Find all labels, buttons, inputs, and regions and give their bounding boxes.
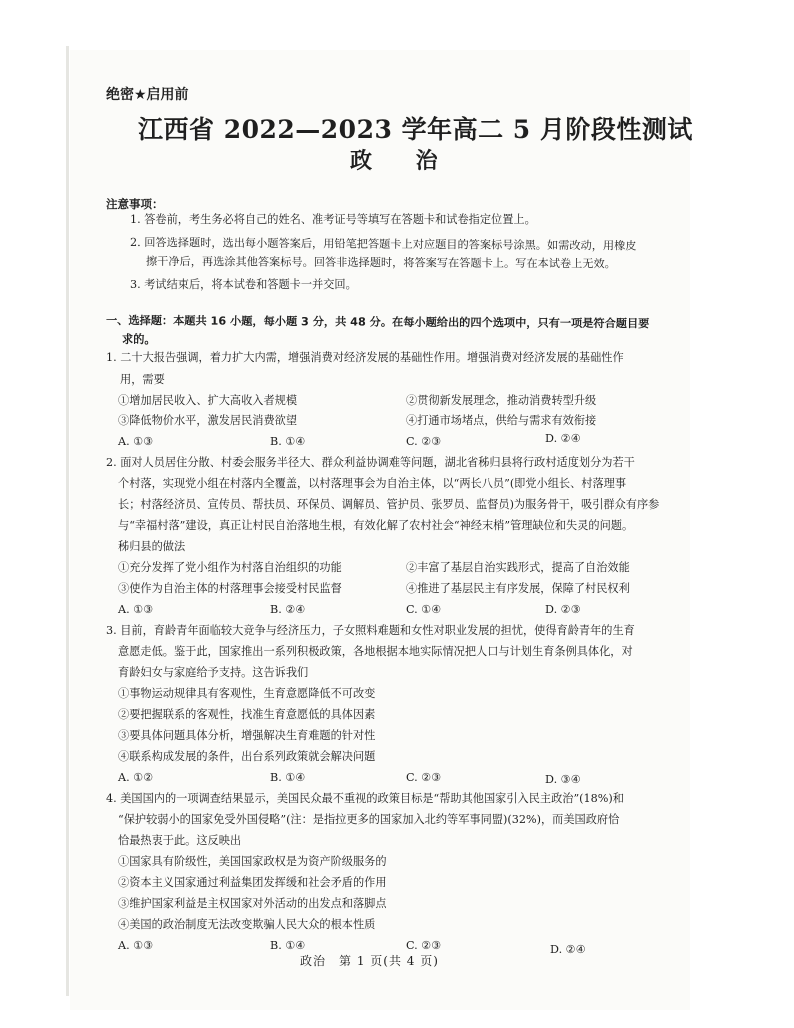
q1-stem-line: 1. 二十大报告强调，着力扩大内需，增强消费对经济发展的基础性作用。增强消费对经济发展的基础性作: [106, 351, 624, 364]
q4-stem-line: 恰最热衷于此。这反映出: [118, 834, 242, 847]
q3-choice: D. ③④: [545, 773, 581, 786]
q2-choice: A. ①③: [118, 603, 154, 616]
subject-title: 政 治: [350, 148, 456, 174]
q4-choice: C. ②③: [406, 939, 442, 952]
q2-option: ①充分发挥了党小组作为村落自治组织的功能: [118, 561, 342, 574]
q3-stem-line: 3. 目前，育龄青年面临较大竞争与经济压力，子女照料难题和女性对职业发展的担忧，使得育龄青年的生育: [106, 624, 635, 637]
q4-option: ②资本主义国家通过利益集团发挥缓和社会矛盾的作用: [118, 876, 387, 889]
q4-option: ④美国的政治制度无法改变欺骗人民大众的根本性质: [118, 918, 376, 931]
q3-stem-line: 意愿走低。鉴于此，国家推出一系列积极政策，各地根据本地实际情况把人口与计划生育条例具体化，对: [118, 645, 633, 658]
q1-choice: A. ①③: [118, 435, 154, 448]
q2-stem-line: 与“幸福村落”建设，真正让村民自治落地生根，有效化解了农村社会“神经末梢”管理缺位和失灵的问题。: [118, 519, 634, 532]
q1-choice: C. ②③: [406, 435, 442, 448]
q3-choice: A. ①②: [118, 771, 154, 784]
q3-stem-line: 育龄妇女与家庭给予支持。这告诉我们: [118, 666, 309, 679]
q4-stem-line: “保护较弱小的国家免受外国侵略”(注：是指拉更多的国家加入北约等军事同盟)(32%)，而美国政府恰: [118, 813, 620, 826]
exam-title: 江西省 2022—2023 学年高二 5 月阶段性测试: [138, 115, 693, 144]
q4-stem-line: 4. 美国国内的一项调查结果显示，美国民众最不重视的政策目标是“帮助其他国家引入民主政治”(18%)和: [106, 792, 624, 805]
q3-option: ①事物运动规律具有客观性，生育意愿降低不可改变: [118, 687, 376, 700]
q3-option: ④联系构成发展的条件，出台系列政策就会解决问题: [118, 750, 376, 763]
q4-option: ①国家具有阶级性，美国国家政权是为资产阶级服务的: [118, 855, 387, 868]
page-footer: 政治 第 1 页(共 4 页): [300, 954, 439, 968]
section-heading: 一、选择题：本题共 16 小题，每小题 3 分，共 48 分。在每小题给出的四个选项中，只有一项是符合题目要: [105, 314, 650, 331]
q2-option: ③使作为自治主体的村落理事会接受村民监督: [118, 582, 342, 595]
q2-stem-line: 个村落，实现党小组在村落内全覆盖，以村落理事会为自治主体，以“两长八员”(即党小组长、村落理事: [118, 477, 627, 490]
q4-choice: A. ①③: [118, 939, 154, 952]
q1-option: ④打通市场堵点，供给与需求有效衔接: [406, 414, 597, 427]
q4-choice: B. ①④: [270, 939, 306, 952]
q1-option: ①增加居民收入、扩大高收入者规模: [118, 394, 298, 407]
secret-label: 绝密★启用前: [106, 87, 189, 103]
q3-choice: C. ②③: [406, 771, 442, 784]
scan-edge: [66, 46, 69, 996]
q1-choice: B. ①④: [270, 435, 306, 448]
section-heading-cont: 求的。: [122, 333, 156, 346]
q2-option: ④推进了基层民主有序发展，保障了村民权利: [406, 582, 630, 595]
note-item-1: 1. 答卷前，考生务必将自己的姓名、准考证号等填写在答题卡和试卷指定位置上。: [130, 213, 536, 226]
q4-option: ③维护国家利益是主权国家对外活动的出发点和落脚点: [118, 897, 387, 910]
q4-choice: D. ②④: [550, 943, 586, 956]
q3-choice: B. ①④: [270, 771, 306, 784]
q2-choice: B. ②④: [270, 603, 306, 616]
note-item-2-cont: 擦干净后，再选涂其他答案标号。回答非选择题时，将答案写在答题卡上。写在本试卷上无效。: [145, 255, 616, 271]
notes-title: 注意事项：: [106, 197, 164, 211]
q2-choice: D. ②③: [545, 603, 581, 616]
q1-option: ③降低物价水平，激发居民消费欲望: [118, 414, 298, 427]
q1-option: ②贯彻新发展理念，推动消费转型升级: [406, 394, 597, 407]
q2-stem-line: 长；村落经济员、宣传员、帮扶员、环保员、调解员、管护员、张罗员、监督员)为服务骨干，吸引群众有序参: [118, 498, 660, 511]
q2-stem-line: 秭归县的做法: [118, 540, 186, 553]
q2-choice: C. ①④: [406, 603, 442, 616]
q2-option: ②丰富了基层自治实践形式，提高了自治效能: [406, 561, 630, 574]
note-item-3: 3. 考试结束后，将本试卷和答题卡一并交回。: [130, 278, 357, 291]
note-item-2: 2. 回答选择题时，选出每小题答案后，用铅笔把答题卡上对应题目的答案标号涂黑。如需改动，用橡皮: [129, 236, 637, 253]
q2-stem-line: 2. 面对人员居住分散、村委会服务半径大、群众利益协调难等问题，湖北省秭归县将行政村适度划分为若干: [106, 456, 635, 469]
q1-stem-line: 用，需要: [120, 373, 165, 386]
q3-option: ③要具体问题具体分析，增强解决生育难题的针对性: [118, 729, 376, 742]
q3-option: ②要把握联系的客观性，找准生育意愿低的具体因素: [118, 708, 376, 721]
q1-choice: D. ②④: [545, 432, 581, 445]
